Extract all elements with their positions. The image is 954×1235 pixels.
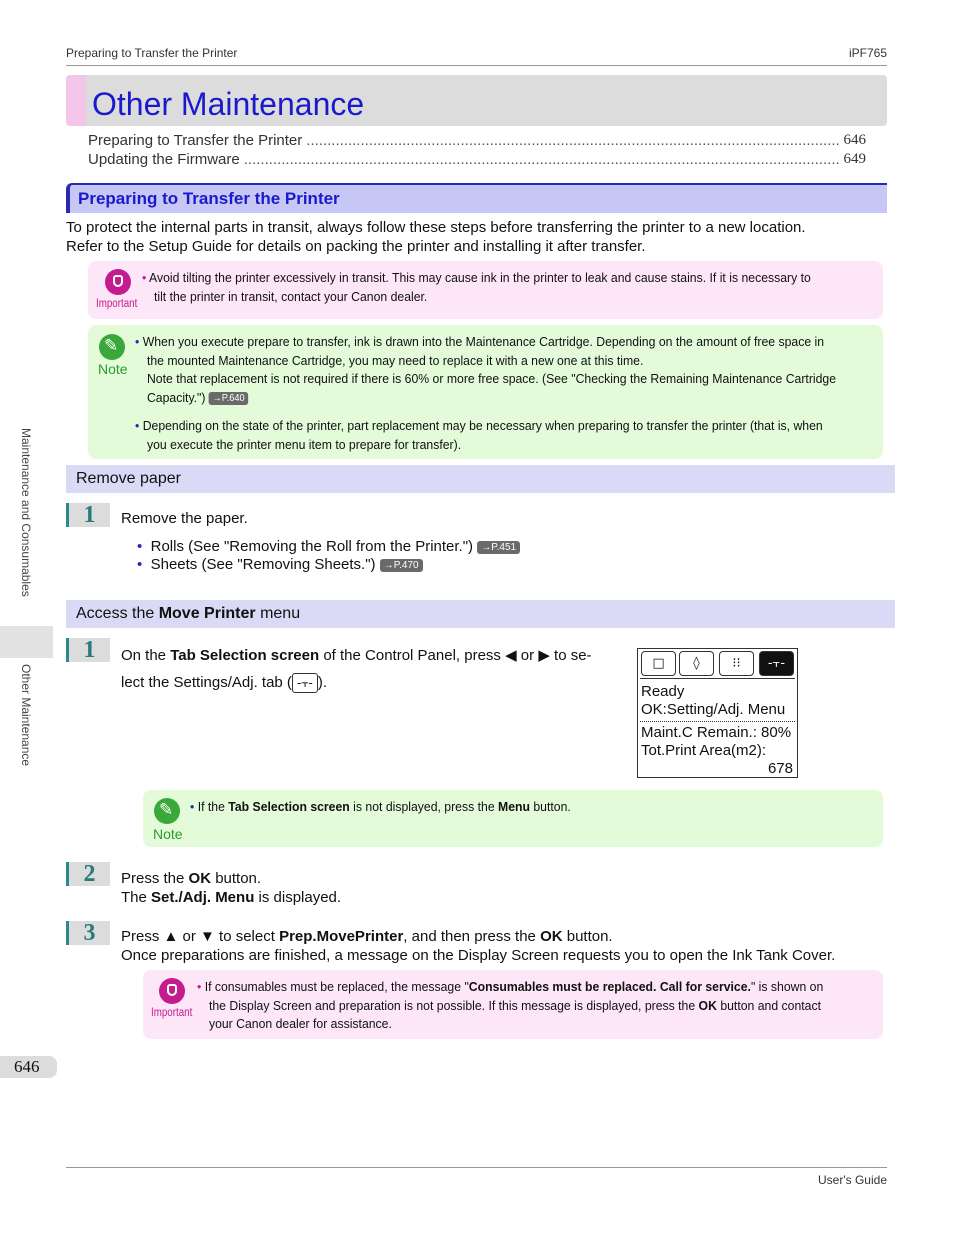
list-item-text: Rolls (See "Removing the Roll from the Printer.")	[150, 538, 474, 555]
text-run: or	[516, 647, 539, 664]
note-text-line: you execute the printer menu item to prepare for transfer).	[146, 436, 462, 452]
intro-line-2: Refer to the Setup Guide for details on packing the printer and installing it after transfer.	[66, 238, 646, 255]
toc-entry-label: Preparing to Transfer the Printer	[88, 132, 303, 149]
text-run: " is shown on	[750, 979, 824, 994]
bullet-icon: •	[142, 270, 147, 285]
text-run-bold: Tab Selection screen	[170, 647, 320, 664]
text-run-bold: Menu	[498, 799, 530, 814]
page-reference-link[interactable]: →P.470	[380, 559, 423, 572]
toc-entry-page: 649	[843, 151, 866, 167]
subsection-heading	[66, 465, 895, 493]
note-text	[190, 798, 852, 817]
page-title: Other Maintenance	[92, 86, 365, 122]
subsection-title-part: Access the	[76, 605, 159, 622]
note-text-line: Note that replacement is not required if there is 60% or more free space. (See "Checking the Remaining Maintenance Cartridge	[146, 371, 837, 387]
job-tab-icon: ⁝⁝	[719, 651, 754, 676]
bullet-icon: •	[197, 979, 202, 994]
sidebar-active-tab	[0, 626, 53, 658]
bullet-icon: •	[190, 799, 195, 814]
page-number-badge	[0, 1056, 57, 1078]
note-label: Note	[98, 361, 128, 377]
bullet-icon: •	[137, 538, 143, 555]
footer-rule	[66, 1167, 887, 1168]
running-header-left: Preparing to Transfer the Printer	[66, 46, 238, 60]
display-line: Maint.C Remain.: 80%	[641, 724, 792, 741]
text-run: the Display Screen and preparation is not possible. If this message is displayed, press the	[208, 997, 699, 1013]
note-label: Note	[153, 826, 183, 842]
text-run-bold: OK	[540, 928, 563, 945]
bullet-icon: •	[135, 417, 140, 433]
step-number: 1	[66, 638, 110, 662]
note-text-line: When you execute prepare to transfer, ink is drawn into the Maintenance Cartridge. Depending on the amount of free space in	[142, 334, 825, 349]
intro-line-1: To protect the internal parts in transit, always follow these steps before transferring the printer to a new location.	[66, 219, 806, 236]
display-status: Ready	[641, 683, 685, 700]
important-text	[197, 978, 869, 1034]
step-text: Remove the paper.	[121, 510, 248, 527]
page-number: 646	[14, 1057, 40, 1076]
text-run: If consumables must be replaced, the message "	[204, 979, 469, 994]
settings-adj-tab-icon: -⫟-	[292, 673, 318, 693]
text-run: is not displayed, press the	[349, 799, 499, 814]
toc-leader-dots	[306, 132, 839, 149]
subsection-title: Remove paper	[76, 470, 181, 487]
note-pencil-icon	[99, 334, 125, 360]
text-run: your Canon dealer for assistance.	[208, 1016, 392, 1032]
display-line: 678	[767, 760, 793, 777]
running-header-right: iPF765	[848, 46, 887, 60]
text-run-bold: OK	[188, 870, 212, 887]
toc-leader-dots	[244, 151, 840, 168]
footer-text: User's Guide	[818, 1173, 887, 1187]
header-rule	[66, 65, 887, 66]
bullet-icon: •	[135, 334, 140, 349]
important-hand-icon	[105, 269, 131, 295]
note-text	[135, 333, 876, 454]
toc-entry[interactable]	[88, 132, 866, 149]
settings-tab-icon: -⫟-	[759, 651, 794, 676]
subsection-title-part: menu	[255, 605, 301, 622]
subsection-title	[76, 605, 300, 623]
list-item-text: Sheets (See "Removing Sheets.")	[150, 556, 376, 573]
text-run: On the	[121, 647, 171, 664]
text-run: button and contact	[716, 997, 821, 1013]
step-text	[121, 869, 341, 907]
display-screen	[637, 648, 798, 778]
note-pencil-icon	[154, 798, 180, 824]
text-run: ).	[317, 674, 328, 691]
subsection-title-bold: Move Printer	[158, 605, 256, 622]
text-run-bold: Set./Adj. Menu	[151, 889, 255, 906]
text-run: The	[121, 889, 152, 906]
text-run: is displayed.	[254, 889, 342, 906]
step-number: 1	[66, 503, 110, 527]
section-title: Preparing to Transfer the Printer	[78, 189, 340, 208]
bullet-icon: •	[137, 556, 143, 573]
step-text	[121, 927, 835, 965]
subsection-heading	[66, 600, 895, 628]
display-line: Tot.Print Area(m2):	[641, 742, 767, 759]
step-number: 3	[66, 921, 110, 945]
section-heading	[66, 183, 887, 213]
text-run: , and then press the	[403, 928, 541, 945]
text-run: Once preparations are finished, a message on the Display Screen requests you to open the Ink Tank Cover.	[121, 947, 836, 964]
text-run-bold: Tab Selection screen	[228, 799, 350, 814]
text-run: Press the	[121, 870, 189, 887]
text-run: of the Control Panel, press	[319, 647, 506, 664]
important-text	[142, 269, 869, 306]
text-run: button.	[211, 870, 262, 887]
toc-entry-label: Updating the Firmware	[88, 151, 240, 168]
page-reference-link[interactable]: →P.640	[209, 392, 248, 405]
step-number: 2	[66, 862, 110, 886]
display-line: OK:Setting/Adj. Menu	[641, 701, 786, 718]
toc-entry-page: 646	[843, 132, 866, 148]
ink-tab-icon: ◊	[679, 651, 714, 676]
display-divider	[640, 721, 795, 722]
sidebar-section-tab[interactable]: Other Maintenance	[19, 664, 33, 767]
text-run-bold: Consumables must be replaced. Call for service.	[468, 979, 751, 994]
important-label: Important	[96, 298, 138, 310]
page-reference-link[interactable]: →P.451	[477, 541, 520, 554]
list-item	[137, 537, 520, 556]
important-text-line: Avoid tilting the printer excessively in transit. This may cause ink in the printer to leak and cause stains. If it is necessary to	[149, 270, 811, 285]
sidebar-chapter-tab[interactable]: Maintenance and Consumables	[19, 428, 33, 597]
text-run-bold: OK	[698, 997, 717, 1013]
list-item	[137, 555, 423, 574]
text-run: Press ▲ or ▼ to select	[121, 928, 280, 945]
important-hand-icon	[159, 978, 185, 1004]
note-text-line: the mounted Maintenance Cartridge, you may need to replace it with a new one at this time.	[146, 352, 644, 368]
paper-tab-icon: □	[641, 651, 676, 676]
note-text-line: Capacity.")	[146, 390, 206, 406]
note-text-line: Depending on the state of the printer, part replacement may be necessary when preparing to transfer the printer (that is, when	[142, 417, 823, 433]
left-arrow-icon: ◀	[505, 647, 517, 664]
important-label: Important	[151, 1007, 193, 1019]
text-run: to se-	[549, 647, 592, 664]
important-text-line: tilt the printer in transit, contact your Canon dealer.	[153, 288, 428, 304]
text-run-bold: Prep.MovePrinter	[279, 928, 404, 945]
display-divider	[640, 678, 795, 679]
text-run: button.	[562, 928, 613, 945]
toc-entry[interactable]	[88, 151, 866, 168]
step-text	[121, 642, 626, 696]
text-run: If the	[197, 799, 229, 814]
right-arrow-icon: ▶	[538, 647, 550, 664]
text-run: lect the Settings/Adj. tab (	[121, 674, 292, 691]
text-run: button.	[529, 799, 571, 814]
